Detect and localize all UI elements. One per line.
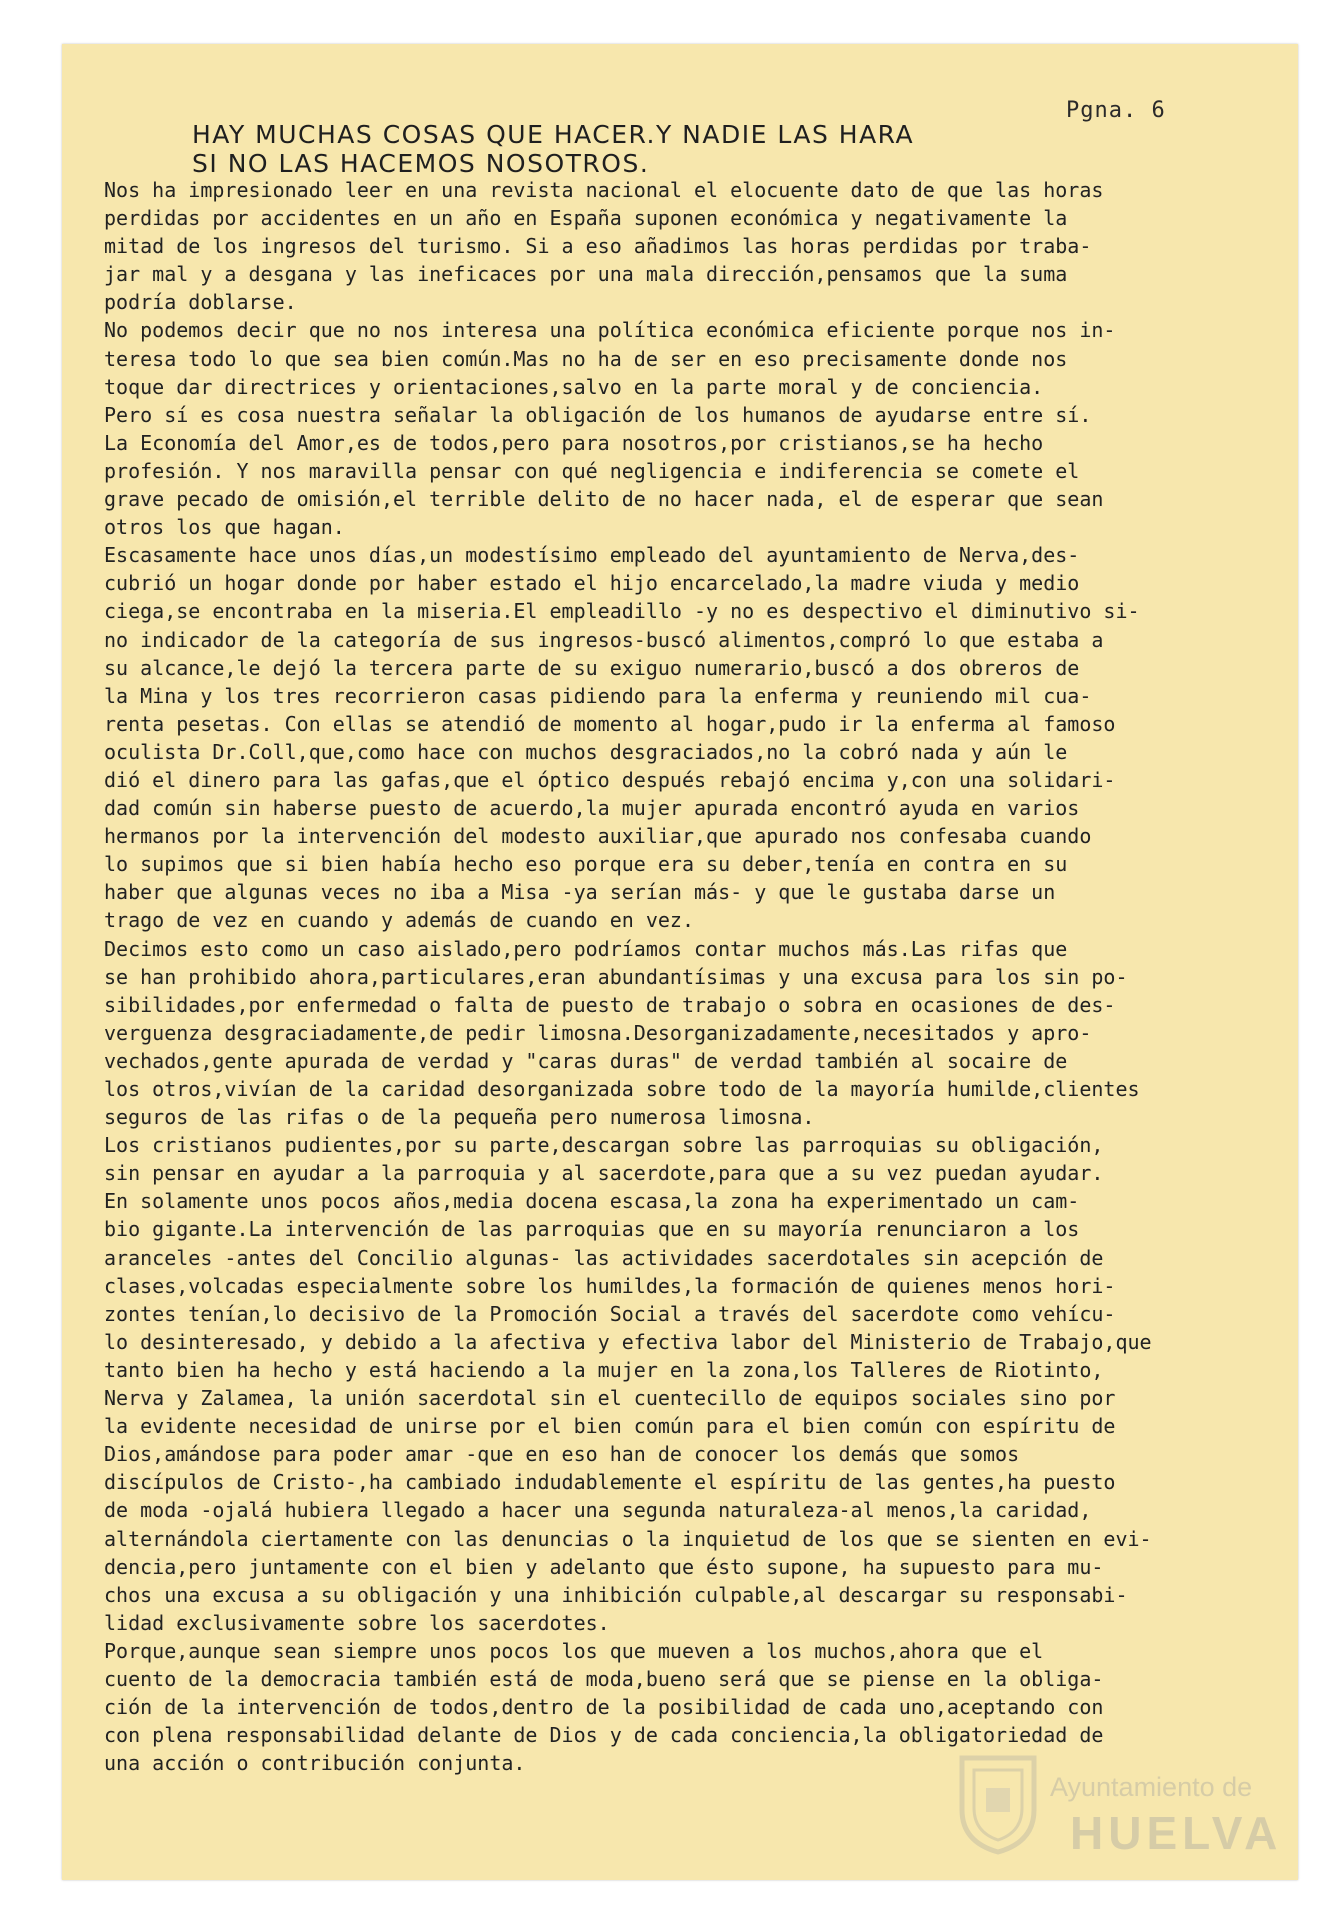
body-line: hermanos por la intervención del modesto auxiliar,que apurado nos confesaba cuando <box>104 824 1092 849</box>
body-line: tanto bien ha hecho y está haciendo a la mujer en la zona,los Talleres de Riotinto, <box>104 1357 1104 1382</box>
body-line: Dios,amándose para poder amar -que en eso han de conocer los demás que somos <box>104 1442 1020 1467</box>
title-line-1: HAY MUCHAS COSAS QUE HACER.Y NADIE LAS HARA <box>192 120 915 149</box>
body-line: clases,volcadas especialmente sobre los humildes,la formación de quienes menos hori- <box>104 1273 1116 1298</box>
body-line: No podemos decir que no nos interesa una política económica eficiente porque nos in- <box>104 318 1116 343</box>
body-line: aranceles -antes del Concilio algunas- las actividades sacerdotales sin acepción de <box>104 1245 1104 1270</box>
body-line: renta pesetas. Con ellas se atendió de momento al hogar,pudo ir la enferma al famoso <box>104 711 1116 736</box>
body-line: alternándola ciertamente con las denuncias o la inquietud de los que se sienten en evi- <box>104 1526 1152 1551</box>
body-line: otros los que hagan. <box>104 515 345 540</box>
crest-icon <box>956 1752 1040 1856</box>
watermark-line-2: HUELVA <box>1070 1807 1283 1859</box>
body-line: chos una excusa a su obligación y una inhibición culpable,al descargar su responsabi- <box>104 1582 1128 1607</box>
body-line: perdidas por accidentes en un año en España suponen económica y negativamente la <box>104 206 1068 231</box>
body-line: Porque,aunque sean siempre unos pocos los que mueven a los muchos,ahora que el <box>104 1638 1044 1663</box>
body-line: mitad de los ingresos del turismo. Si a eso añadimos las horas perdidas por traba- <box>104 234 1092 259</box>
body-line: de moda -ojalá hubiera llegado a hacer una segunda naturaleza-al menos,la caridad, <box>104 1498 1092 1523</box>
body-line: haber que algunas veces no iba a Misa -ya serían más- y que le gustaba darse un <box>104 880 1056 905</box>
body-line: Pero sí es cosa nuestra señalar la obligación de los humanos de ayudarse entre sí. <box>104 402 1092 427</box>
body-line: La Economía del Amor,es de todos,pero para nosotros,por cristianos,se ha hecho <box>104 430 1044 455</box>
body-line: no indicador de la categoría de sus ingresos-buscó alimentos,compró lo que estaba a <box>104 627 1104 652</box>
body-line: profesión. Y nos maravilla pensar con qué negligencia e indiferencia se comete el <box>104 458 1080 483</box>
body-line: seguros de las rifas o de la pequeña pero numerosa limosna. <box>104 1105 815 1130</box>
body-line: dió el dinero para las gafas,que el óptico después rebajó encima y,con una solidari- <box>104 767 1116 792</box>
body-line: toque dar directrices y orientaciones,salvo en la parte moral y de conciencia. <box>104 374 1044 399</box>
body-line: Escasamente hace unos días,un modestísimo empleado del ayuntamiento de Nerva,des- <box>104 543 1080 568</box>
body-line: Nos ha impresionado leer en una revista nacional el elocuente dato de que las horas <box>104 178 1104 202</box>
body-line: jar mal y a desgana y las ineficaces por una mala dirección,pensamos que la suma <box>104 262 1068 287</box>
body-line: ción de la intervención de todos,dentro de la posibilidad de cada uno,aceptando con <box>104 1695 1104 1720</box>
page-number: Pgna. 6 <box>1066 98 1166 123</box>
body-line: teresa todo lo que sea bien común.Mas no ha de ser en eso precisamente donde nos <box>104 346 1068 371</box>
body-line: la Mina y los tres recorrieron casas pidiendo para la enferma y reuniendo mil cua- <box>104 683 1092 708</box>
body-line: Nerva y Zalamea, la unión sacerdotal sin el cuentecillo de equipos sociales sino por <box>104 1386 1116 1411</box>
body-line: grave pecado de omisión,el terrible delito de no hacer nada, el de esperar que sean <box>104 487 1104 512</box>
body-line: zontes tenían,lo decisivo de la Promoción Social a través del sacerdote como vehícu- <box>104 1301 1116 1326</box>
body-line: verguenza desgraciadamente,de pedir limosna.Desorganizadamente,necesitados y apro- <box>104 1020 1092 1045</box>
document-title <box>192 120 914 178</box>
body-line: con plena responsabilidad delante de Dios y de cada conciencia,la obligatoriedad de <box>104 1723 1104 1748</box>
body-line: oculista Dr.Coll,que,como hace con muchos desgraciados,no la cobró nada y aún le <box>104 739 1068 764</box>
body-line: los otros,vivían de la caridad desorganizada sobre todo de la mayoría humilde,clientes <box>104 1077 1140 1101</box>
body-line: sibilidades,por enfermedad o falta de puesto de trabajo o sobra en ocasiones de des- <box>104 992 1116 1017</box>
body-line: Decimos esto como un caso aislado,pero podríamos contar muchos más.Las rifas que <box>104 936 1068 961</box>
body-line: cubrió un hogar donde por haber estado el hijo encarcelado,la madre viuda y medio <box>104 571 1080 596</box>
body-line: bio gigante.La intervención de las parroquias que en su mayoría renunciaron a los <box>104 1217 1080 1242</box>
body-line: En solamente unos pocos años,media docena escasa,la zona ha experimentado un cam- <box>104 1189 1080 1214</box>
body-line: se han prohibido ahora,particulares,eran abundantísimas y una excusa para los sin po- <box>104 964 1128 989</box>
body-line: vechados,gente apurada de verdad y "caras duras" de verdad también al socaire de <box>104 1048 1068 1073</box>
body-line: ciega,se encontraba en la miseria.El empleadillo -y no es despectivo el diminutivo si- <box>104 599 1140 624</box>
body-line: lidad exclusivamente sobre los sacerdotes. <box>104 1610 610 1635</box>
body-line: la evidente necesidad de unirse por el bien común para el bien común con espíritu de <box>104 1414 1116 1439</box>
title-line-2: SI NO LAS HACEMOS NOSOTROS. <box>192 149 650 178</box>
body-text <box>104 176 1242 1777</box>
watermark <box>946 1750 1306 1860</box>
body-line: lo supimos que si bien había hecho eso porque era su deber,tenía en contra en su <box>104 852 1068 877</box>
body-line: sin pensar en ayudar a la parroquia y al sacerdote,para que a su vez puedan ayudar. <box>104 1161 1104 1186</box>
body-line: su alcance,le dejó la tercera parte de su exiguo numerario,buscó a dos obreros de <box>104 655 1080 680</box>
body-line: dad común sin haberse puesto de acuerdo,la mujer apurada encontró ayuda en varios <box>104 796 1080 821</box>
body-line: lo desinteresado, y debido a la afectiva y efectiva labor del Ministerio de Trabajo,que <box>104 1329 1152 1354</box>
body-line: discípulos de Cristo-,ha cambiado indudablemente el espíritu de las gentes,ha puesto <box>104 1470 1116 1495</box>
body-line: una acción o contribución conjunta. <box>104 1751 526 1776</box>
body-line: trago de vez en cuando y además de cuando en vez. <box>104 908 695 933</box>
body-line: cuento de la democracia también está de moda,bueno será que se piense en la obliga- <box>104 1666 1104 1691</box>
body-line: dencia,pero juntamente con el bien y adelanto que ésto supone, ha supuesto para mu- <box>104 1554 1104 1579</box>
body-line: podría doblarse. <box>104 290 297 315</box>
watermark-line-1: Ayuntamiento de <box>1050 1772 1253 1802</box>
body-line: Los cristianos pudientes,por su parte,descargan sobre las parroquias su obligación, <box>104 1133 1104 1158</box>
